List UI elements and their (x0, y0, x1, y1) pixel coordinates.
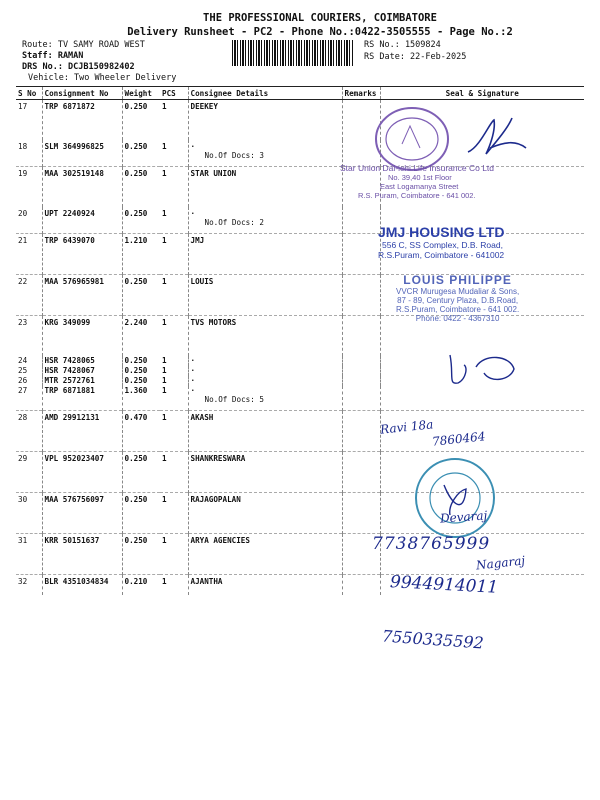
pcs-cell (160, 386, 188, 411)
docs-count: No.Of Docs: 2 (204, 218, 264, 227)
consignment-cell (42, 575, 122, 596)
weight-cell (122, 275, 160, 316)
sno-cell (16, 167, 42, 208)
seal-cell (380, 386, 584, 411)
consignment-cell-text: KRG 349099 (44, 318, 91, 327)
barcode (232, 40, 354, 66)
consignee-cell (188, 575, 342, 596)
pcs-cell (160, 366, 188, 376)
star-union-stamp: Star Union Dai-ichi Life Insurance Co Ltd No. 39,40 1st Floor East Logamanya Street R.S. Puram, Coimbatore - 641 002. (340, 163, 495, 200)
pcs-cell-text: 1 (162, 577, 167, 586)
remarks-cell (342, 452, 380, 493)
consignment-cell-text: MAA 302519148 (44, 169, 104, 178)
handwritten-name-30: Devaraj (439, 508, 488, 526)
weight-cell-text: 0.250 (124, 102, 148, 111)
sno-cell (16, 366, 42, 376)
pcs-cell-text: 1 (162, 236, 167, 245)
remarks-cell (342, 316, 380, 357)
consignee-cell (188, 356, 342, 366)
consignment-cell-text: MAA 576756097 (44, 495, 104, 504)
pcs-cell (160, 275, 188, 316)
consignment-cell (42, 493, 122, 534)
sno-cell-text: 20 (18, 209, 28, 218)
weight-cell (122, 316, 160, 357)
pcs-cell (160, 316, 188, 357)
runsheet-table (16, 86, 584, 595)
col-remarks: Remarks (342, 87, 380, 100)
weight-cell (122, 575, 160, 596)
consignee-cell-text: DEEKEY (190, 102, 218, 111)
weight-cell-text: 1.210 (124, 236, 148, 245)
consignment-cell-text: BLR 4351034834 (44, 577, 109, 586)
weight-cell-text: 0.250 (124, 454, 148, 463)
remarks-cell (342, 493, 380, 534)
weight-cell-text: 0.250 (124, 536, 148, 545)
consignment-cell (42, 452, 122, 493)
staff-text: Staff: RAMAN (22, 51, 84, 61)
weight-cell (122, 100, 160, 141)
consignee-cell-text: AJANTHA (190, 577, 223, 586)
consignment-cell (42, 207, 122, 234)
consignment-cell (42, 275, 122, 316)
pcs-cell (160, 411, 188, 452)
handwritten-phone-32: 7550335592 (381, 626, 485, 653)
handwritten-phone-28: 7860464 (431, 429, 487, 449)
weight-cell-text: 0.250 (124, 277, 148, 286)
weight-cell (122, 366, 160, 376)
sno-cell-text: 19 (18, 169, 28, 178)
consignee-cell-text: · (190, 376, 196, 385)
weight-cell-text: 0.250 (124, 209, 148, 218)
consignment-cell-text: MTR 2572761 (44, 376, 95, 385)
weight-cell (122, 234, 160, 275)
pcs-cell (160, 452, 188, 493)
sno-cell (16, 140, 42, 167)
sno-cell (16, 534, 42, 575)
pcs-cell (160, 493, 188, 534)
col-pcs: PCS (160, 87, 188, 100)
pcs-cell-text: 1 (162, 356, 167, 365)
sno-cell (16, 356, 42, 366)
pcs-cell-text: 1 (162, 376, 167, 385)
consignment-cell (42, 167, 122, 208)
sno-cell-text: 30 (18, 495, 28, 504)
consignment-cell-text: AMD 29912131 (44, 413, 100, 422)
consignment-cell (42, 356, 122, 366)
weight-cell-text: 0.250 (124, 366, 148, 375)
shankreswara-round-seal (412, 455, 498, 541)
col-consignee: Consignee Details (188, 87, 342, 100)
consignee-cell (188, 376, 342, 386)
sno-cell-text: 28 (18, 413, 28, 422)
consignee-cell (188, 207, 342, 234)
consignee-cell-text: LOUIS (190, 277, 214, 286)
consignment-cell (42, 411, 122, 452)
pcs-cell (160, 376, 188, 386)
consignee-cell (188, 366, 342, 376)
consignment-cell (42, 316, 122, 357)
pcs-cell (160, 167, 188, 208)
weight-cell (122, 207, 160, 234)
sno-cell-text: 18 (18, 142, 28, 151)
remarks-cell (342, 234, 380, 275)
drs-text: DRS No.: DCJB150982402 (22, 62, 135, 72)
sno-cell-text: 17 (18, 102, 28, 111)
consignment-cell-text: TRP 6871881 (44, 386, 95, 395)
handwritten-name-31: Nagaraj (475, 553, 526, 573)
remarks-cell (342, 275, 380, 316)
vehicle-text: Vehicle: Two Wheeler Delivery (28, 73, 177, 83)
weight-cell (122, 356, 160, 366)
remarks-cell (342, 207, 380, 234)
louis-philippe-stamp: LOUIS PHILIPPE VVCR Murugesa Mudaliar & Sons, 87 - 89, Century Plaza, D.B.Road, R.S.Puram, Coimbatore - 641 002. Phone: 0422 - 4367310 (396, 273, 520, 323)
consignee-cell-text: · (190, 386, 196, 395)
handwritten-note-28: Ravi 18a (379, 417, 434, 437)
sno-cell-text: 27 (18, 386, 28, 395)
table-row (16, 411, 584, 452)
col-consignment: Consignment No (42, 87, 122, 100)
col-seal: Seal & Signature (380, 87, 584, 100)
consignment-cell-text: SLM 364996825 (44, 142, 104, 151)
consignee-cell (188, 275, 342, 316)
pcs-cell (160, 356, 188, 366)
weight-cell-text: 2.240 (124, 318, 148, 327)
consignee-cell-text: · (190, 142, 196, 151)
remarks-cell (342, 386, 380, 411)
docs-count: No.Of Docs: 3 (204, 151, 264, 160)
sno-cell-text: 22 (18, 277, 28, 286)
consignment-cell (42, 100, 122, 141)
route-text: Route: TV SAMY ROAD WEST (22, 40, 145, 50)
weight-cell (122, 411, 160, 452)
consignment-cell (42, 234, 122, 275)
weight-cell (122, 452, 160, 493)
consignee-cell-text: · (190, 209, 196, 218)
consignee-cell-text: JMJ (190, 236, 205, 245)
consignee-cell (188, 534, 342, 575)
sno-cell-text: 25 (18, 366, 28, 375)
signature-17 (460, 112, 530, 162)
weight-cell (122, 386, 160, 411)
weight-cell-text: 0.250 (124, 495, 148, 504)
col-sno: S No (16, 87, 42, 100)
remarks-cell (342, 575, 380, 596)
sno-cell (16, 411, 42, 452)
rs-date: RS Date: 22-Feb-2025 (364, 52, 467, 62)
remarks-cell (342, 366, 380, 376)
consignee-cell (188, 316, 342, 357)
pcs-cell-text: 1 (162, 277, 167, 286)
weight-cell (122, 493, 160, 534)
pcs-cell-text: 1 (162, 495, 167, 504)
table-header-row (16, 87, 584, 100)
consignment-cell (42, 376, 122, 386)
pcs-cell-text: 1 (162, 169, 167, 178)
consignment-cell-text: HSR 7428067 (44, 366, 95, 375)
consignment-cell-text: KRR 50151637 (44, 536, 100, 545)
pcs-cell-text: 1 (162, 102, 167, 111)
weight-cell-text: 0.250 (124, 356, 148, 365)
sno-cell (16, 376, 42, 386)
consignment-cell (42, 366, 122, 376)
sno-cell-text: 23 (18, 318, 28, 327)
consignee-cell (188, 140, 342, 167)
runsheet-subtitle: Delivery Runsheet - PC2 - Phone No.:0422-3505555 - Page No.:2 (127, 26, 513, 38)
docs-count: No.Of Docs: 5 (204, 395, 264, 404)
sno-cell-text: 31 (18, 536, 28, 545)
pcs-cell-text: 1 (162, 386, 167, 395)
consignee-cell (188, 386, 342, 411)
consignee-cell-text: SHANKRESWARA (190, 454, 246, 463)
consignment-cell-text: HSR 7428065 (44, 356, 95, 365)
consignment-cell-text: VPL 952023407 (44, 454, 104, 463)
weight-cell (122, 376, 160, 386)
company-title: THE PROFESSIONAL COURIERS, COIMBATORE (203, 12, 437, 24)
pcs-cell (160, 534, 188, 575)
sno-cell-text: 32 (18, 577, 28, 586)
handwritten-phone-31: 9944914011 (389, 572, 499, 598)
consignee-cell-text: ARYA AGENCIES (190, 536, 250, 545)
handwritten-phone-30: 7738765999 (372, 534, 491, 554)
consignee-cell (188, 411, 342, 452)
consignee-cell-text: TVS MOTORS (190, 318, 237, 327)
pcs-cell (160, 140, 188, 167)
sno-cell (16, 452, 42, 493)
sno-cell-text: 29 (18, 454, 28, 463)
sno-cell-text: 21 (18, 236, 28, 245)
pcs-cell-text: 1 (162, 536, 167, 545)
table-row (16, 386, 584, 411)
rs-number: RS No.: 1509824 (364, 40, 441, 50)
sno-cell (16, 234, 42, 275)
pcs-cell (160, 100, 188, 141)
col-weight: Weight (122, 87, 160, 100)
consignee-cell (188, 234, 342, 275)
sno-cell (16, 316, 42, 357)
consignee-cell-text: AKASH (190, 413, 214, 422)
pcs-cell-text: 1 (162, 318, 167, 327)
consignee-cell-text: · (190, 366, 196, 375)
weight-cell (122, 167, 160, 208)
weight-cell-text: 0.250 (124, 142, 148, 151)
consignee-cell (188, 167, 342, 208)
consignee-cell (188, 100, 342, 141)
signature-23 (440, 345, 530, 389)
consignee-cell-text: RAJAGOPALAN (190, 495, 241, 504)
consignment-cell-text: UPT 2240924 (44, 209, 95, 218)
pcs-cell-text: 1 (162, 142, 167, 151)
pcs-cell-text: 1 (162, 366, 167, 375)
consignee-cell-text: · (190, 356, 196, 365)
consignment-cell (42, 386, 122, 411)
pcs-cell (160, 207, 188, 234)
table-row (16, 493, 584, 534)
sno-cell (16, 575, 42, 596)
consignee-cell (188, 493, 342, 534)
sno-cell (16, 100, 42, 141)
remarks-cell (342, 411, 380, 452)
weight-cell (122, 534, 160, 575)
consignee-cell-text: STAR UNION (190, 169, 237, 178)
sno-cell-text: 24 (18, 356, 28, 365)
sno-cell-text: 26 (18, 376, 28, 385)
sno-cell (16, 493, 42, 534)
consignment-cell-text: MAA 576965981 (44, 277, 104, 286)
pcs-cell-text: 1 (162, 413, 167, 422)
consignment-cell-text: TRP 6871872 (44, 102, 95, 111)
sno-cell (16, 275, 42, 316)
table-row (16, 575, 584, 596)
sno-cell (16, 386, 42, 411)
consignee-cell (188, 452, 342, 493)
weight-cell (122, 140, 160, 167)
sno-cell (16, 207, 42, 234)
pcs-cell (160, 575, 188, 596)
table-row (16, 452, 584, 493)
weight-cell-text: 0.210 (124, 577, 148, 586)
weight-cell-text: 1.360 (124, 386, 148, 395)
consignment-cell (42, 140, 122, 167)
pcs-cell-text: 1 (162, 209, 167, 218)
table-row (16, 167, 584, 208)
pcs-cell (160, 234, 188, 275)
jmj-stamp: JMJ HOUSING LTD 556 C, SS Complex, D.B. Road, R.S.Puram, Coimbatore - 641002 (378, 224, 505, 260)
consignment-cell (42, 534, 122, 575)
remarks-cell (342, 356, 380, 366)
weight-cell-text: 0.250 (124, 169, 148, 178)
pcs-cell-text: 1 (162, 454, 167, 463)
weight-cell-text: 0.470 (124, 413, 148, 422)
remarks-cell (342, 376, 380, 386)
consignment-cell-text: TRP 6439070 (44, 236, 95, 245)
weight-cell-text: 0.250 (124, 376, 148, 385)
